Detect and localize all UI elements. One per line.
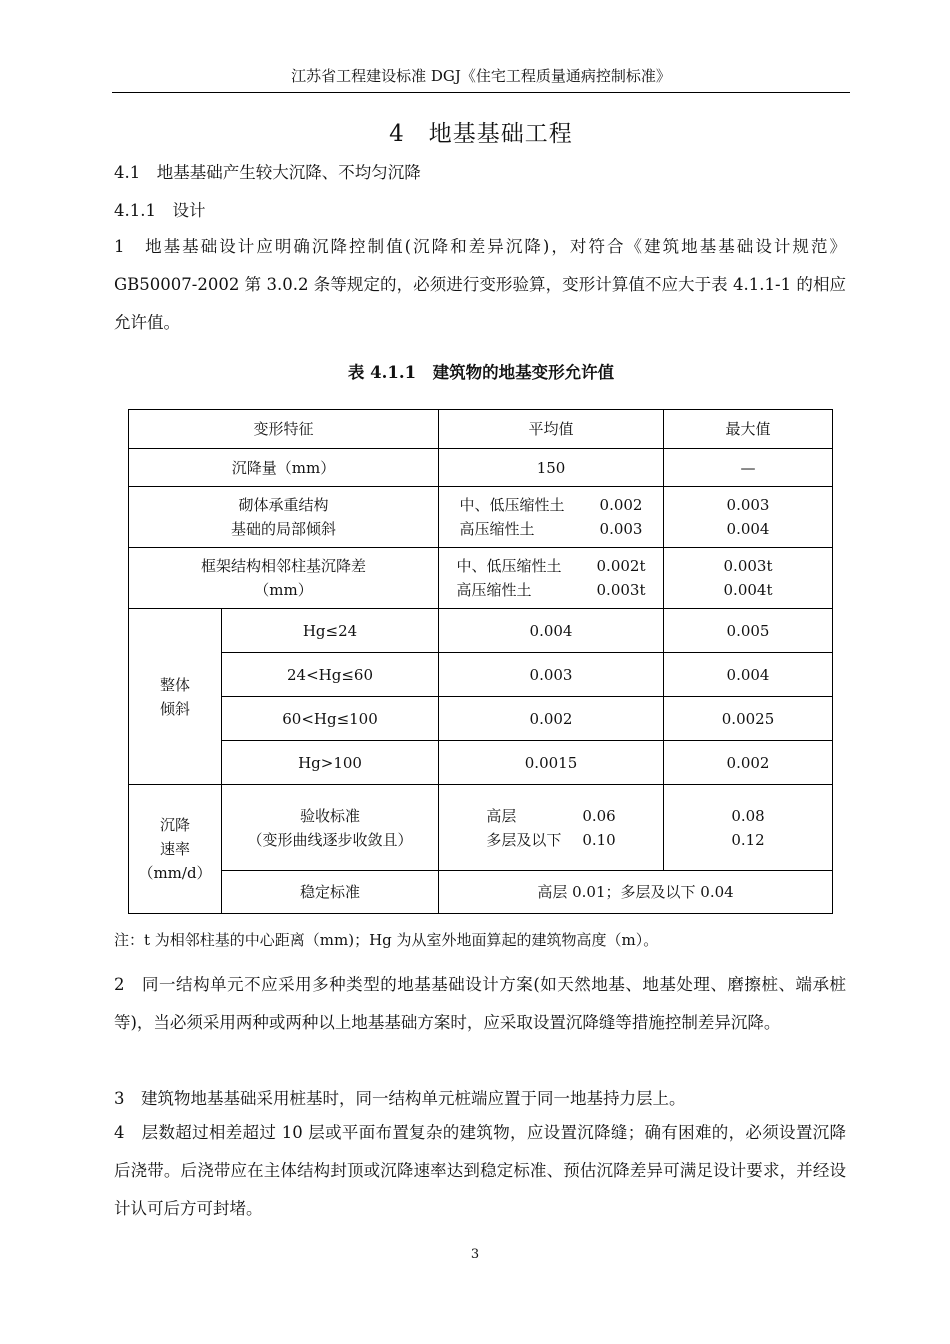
rate-accept-line-1: 验收标准 [300,806,361,825]
rate-stable-label: 稳定标准 [222,871,439,914]
rate-group-line-3: （mm/d） [138,864,212,882]
frame-label-line-1: 框架结构相邻柱基沉降差 [201,557,367,575]
frame-avg-pair [457,554,646,602]
tilt-range: Hg≤24 [222,609,439,653]
tilt-avg: 0.004 [439,609,664,653]
masonry-label-line-1: 砌体承重结构 [238,496,329,514]
rate-group-line-2: 速率 [159,840,190,858]
rate-accept-avg-1-value: 0.06 [582,806,616,825]
row-rate-accept [129,785,833,871]
tilt-range: 60<Hg≤100 [222,697,439,741]
tilt-range: 24<Hg≤60 [222,653,439,697]
running-header: 江苏省工程建设标准 DGJ《住宅工程质量通病控制标准》 [291,67,671,85]
paragraph-4: 4 层数超过相差超过 10 层或平面布置复杂的建筑物，应设置沉降缝；确有困难的，必须设置沉降后浇带。后浇带应在主体结构封顶或沉降速率达到稳定标准、预估沉降差异可满足设计要求，并经设计认可后方可封堵。 [114,1123,846,1218]
tilt-group-line-2: 倾斜 [159,699,190,718]
masonry-avg [439,487,664,548]
tilt-group-label [129,609,222,785]
rate-accept-avg-2-value: 0.10 [582,830,616,849]
header-max: 最大值 [664,410,833,449]
masonry-max [664,487,833,548]
frame-max-2: 0.004t [723,581,773,599]
frame-max [664,548,833,609]
rate-stable-value: 高层 0.01；多层及以下 0.04 [439,871,833,914]
masonry-avg-2-label: 高压缩性土 [459,520,535,538]
frame-label-line-2: （mm） [254,581,313,599]
settlement-avg: 150 [439,449,664,487]
masonry-avg-1-value: 0.002 [599,496,643,514]
masonry-avg-pair [460,493,643,541]
row-rate-stable [129,871,833,914]
rate-accept-max-1: 0.08 [731,806,765,825]
frame-avg-2-label: 高压缩性土 [456,581,532,599]
frame-avg-2-value: 0.003t [596,581,646,599]
masonry-label-line-2: 基础的局部倾斜 [231,520,337,538]
tilt-avg: 0.003 [439,653,664,697]
masonry-max-1: 0.003 [726,496,770,514]
row-tilt-3 [129,697,833,741]
masonry-avg-1-label: 中、低压缩性土 [459,496,565,514]
header-avg: 平均值 [439,410,664,449]
frame-label [129,548,439,609]
settlement-max: — [664,449,833,487]
rate-accept-avg-2-label: 多层及以下 [486,830,562,849]
frame-avg-1-label: 中、低压缩性土 [456,557,562,575]
row-tilt-4 [129,741,833,785]
paragraph-3: 3 建筑物地基基础采用桩基时，同一结构单元桩端应置于同一地基持力层上。 [114,1089,686,1108]
table-caption: 表 4.1.1 建筑物的地基变形允许值 [347,363,615,382]
tilt-avg: 0.0015 [439,741,664,785]
header-feature: 变形特征 [129,410,439,449]
masonry-avg-2-value: 0.003 [599,520,643,538]
rate-accept-max-2: 0.12 [731,830,765,849]
tilt-max: 0.004 [664,653,833,697]
rate-group-label [129,785,222,914]
row-masonry [129,487,833,548]
rate-accept-label [222,785,439,871]
page-number: 3 [470,1247,480,1262]
paragraph-2: 2 同一结构单元不应采用多种类型的地基基础设计方案(如天然地基、地基处理、磨擦桩、端承桩等)，当必须采用两种或两种以上地基基础方案时，应采取设置沉降缝等措施控制差异沉降。 [114,975,846,1032]
row-settlement [129,449,833,487]
table-header-row [129,410,833,449]
section-title: 4.1 地基基础产生较大沉降、不均匀沉降 [114,163,421,182]
masonry-max-2: 0.004 [726,520,770,538]
frame-avg [439,548,664,609]
tilt-max: 0.005 [664,609,833,653]
rate-accept-max [664,785,833,871]
deformation-table [128,409,833,914]
chapter-title: 4 地基基础工程 [389,121,573,147]
rate-accept-avg [439,785,664,871]
row-tilt-1 [129,609,833,653]
rate-group-line-1: 沉降 [159,816,190,834]
subsection-title: 4.1.1 设计 [114,201,206,220]
tilt-max: 0.002 [664,741,833,785]
tilt-max: 0.0025 [664,697,833,741]
tilt-range: Hg>100 [222,741,439,785]
row-tilt-2 [129,653,833,697]
rate-accept-avg-pair [486,804,615,852]
frame-avg-1-value: 0.002t [596,557,646,575]
masonry-label [129,487,439,548]
table-note: 注：t 为相邻柱基的中心距离（mm)；Hg 为从室外地面算起的建筑物高度（m）。 [114,931,659,949]
frame-max-1: 0.003t [723,557,773,575]
row-frame [129,548,833,609]
paragraph-1: 1 地基基础设计应明确沉降控制值(沉降和差异沉降)，对符合《建筑地基基础设计规范》GB50007-2002 第 3.0.2 条等规定的，必须进行变形验算，变形计算值不应大于表 4.1.1-1 的相应允许值。 [114,237,847,332]
tilt-group-line-1: 整体 [159,675,190,694]
rate-accept-avg-1-label: 高层 [486,806,517,825]
header-rule [112,92,850,93]
tilt-avg: 0.002 [439,697,664,741]
rate-accept-line-2: （变形曲线逐步收敛且） [247,830,413,849]
settlement-label: 沉降量（mm） [129,449,439,487]
